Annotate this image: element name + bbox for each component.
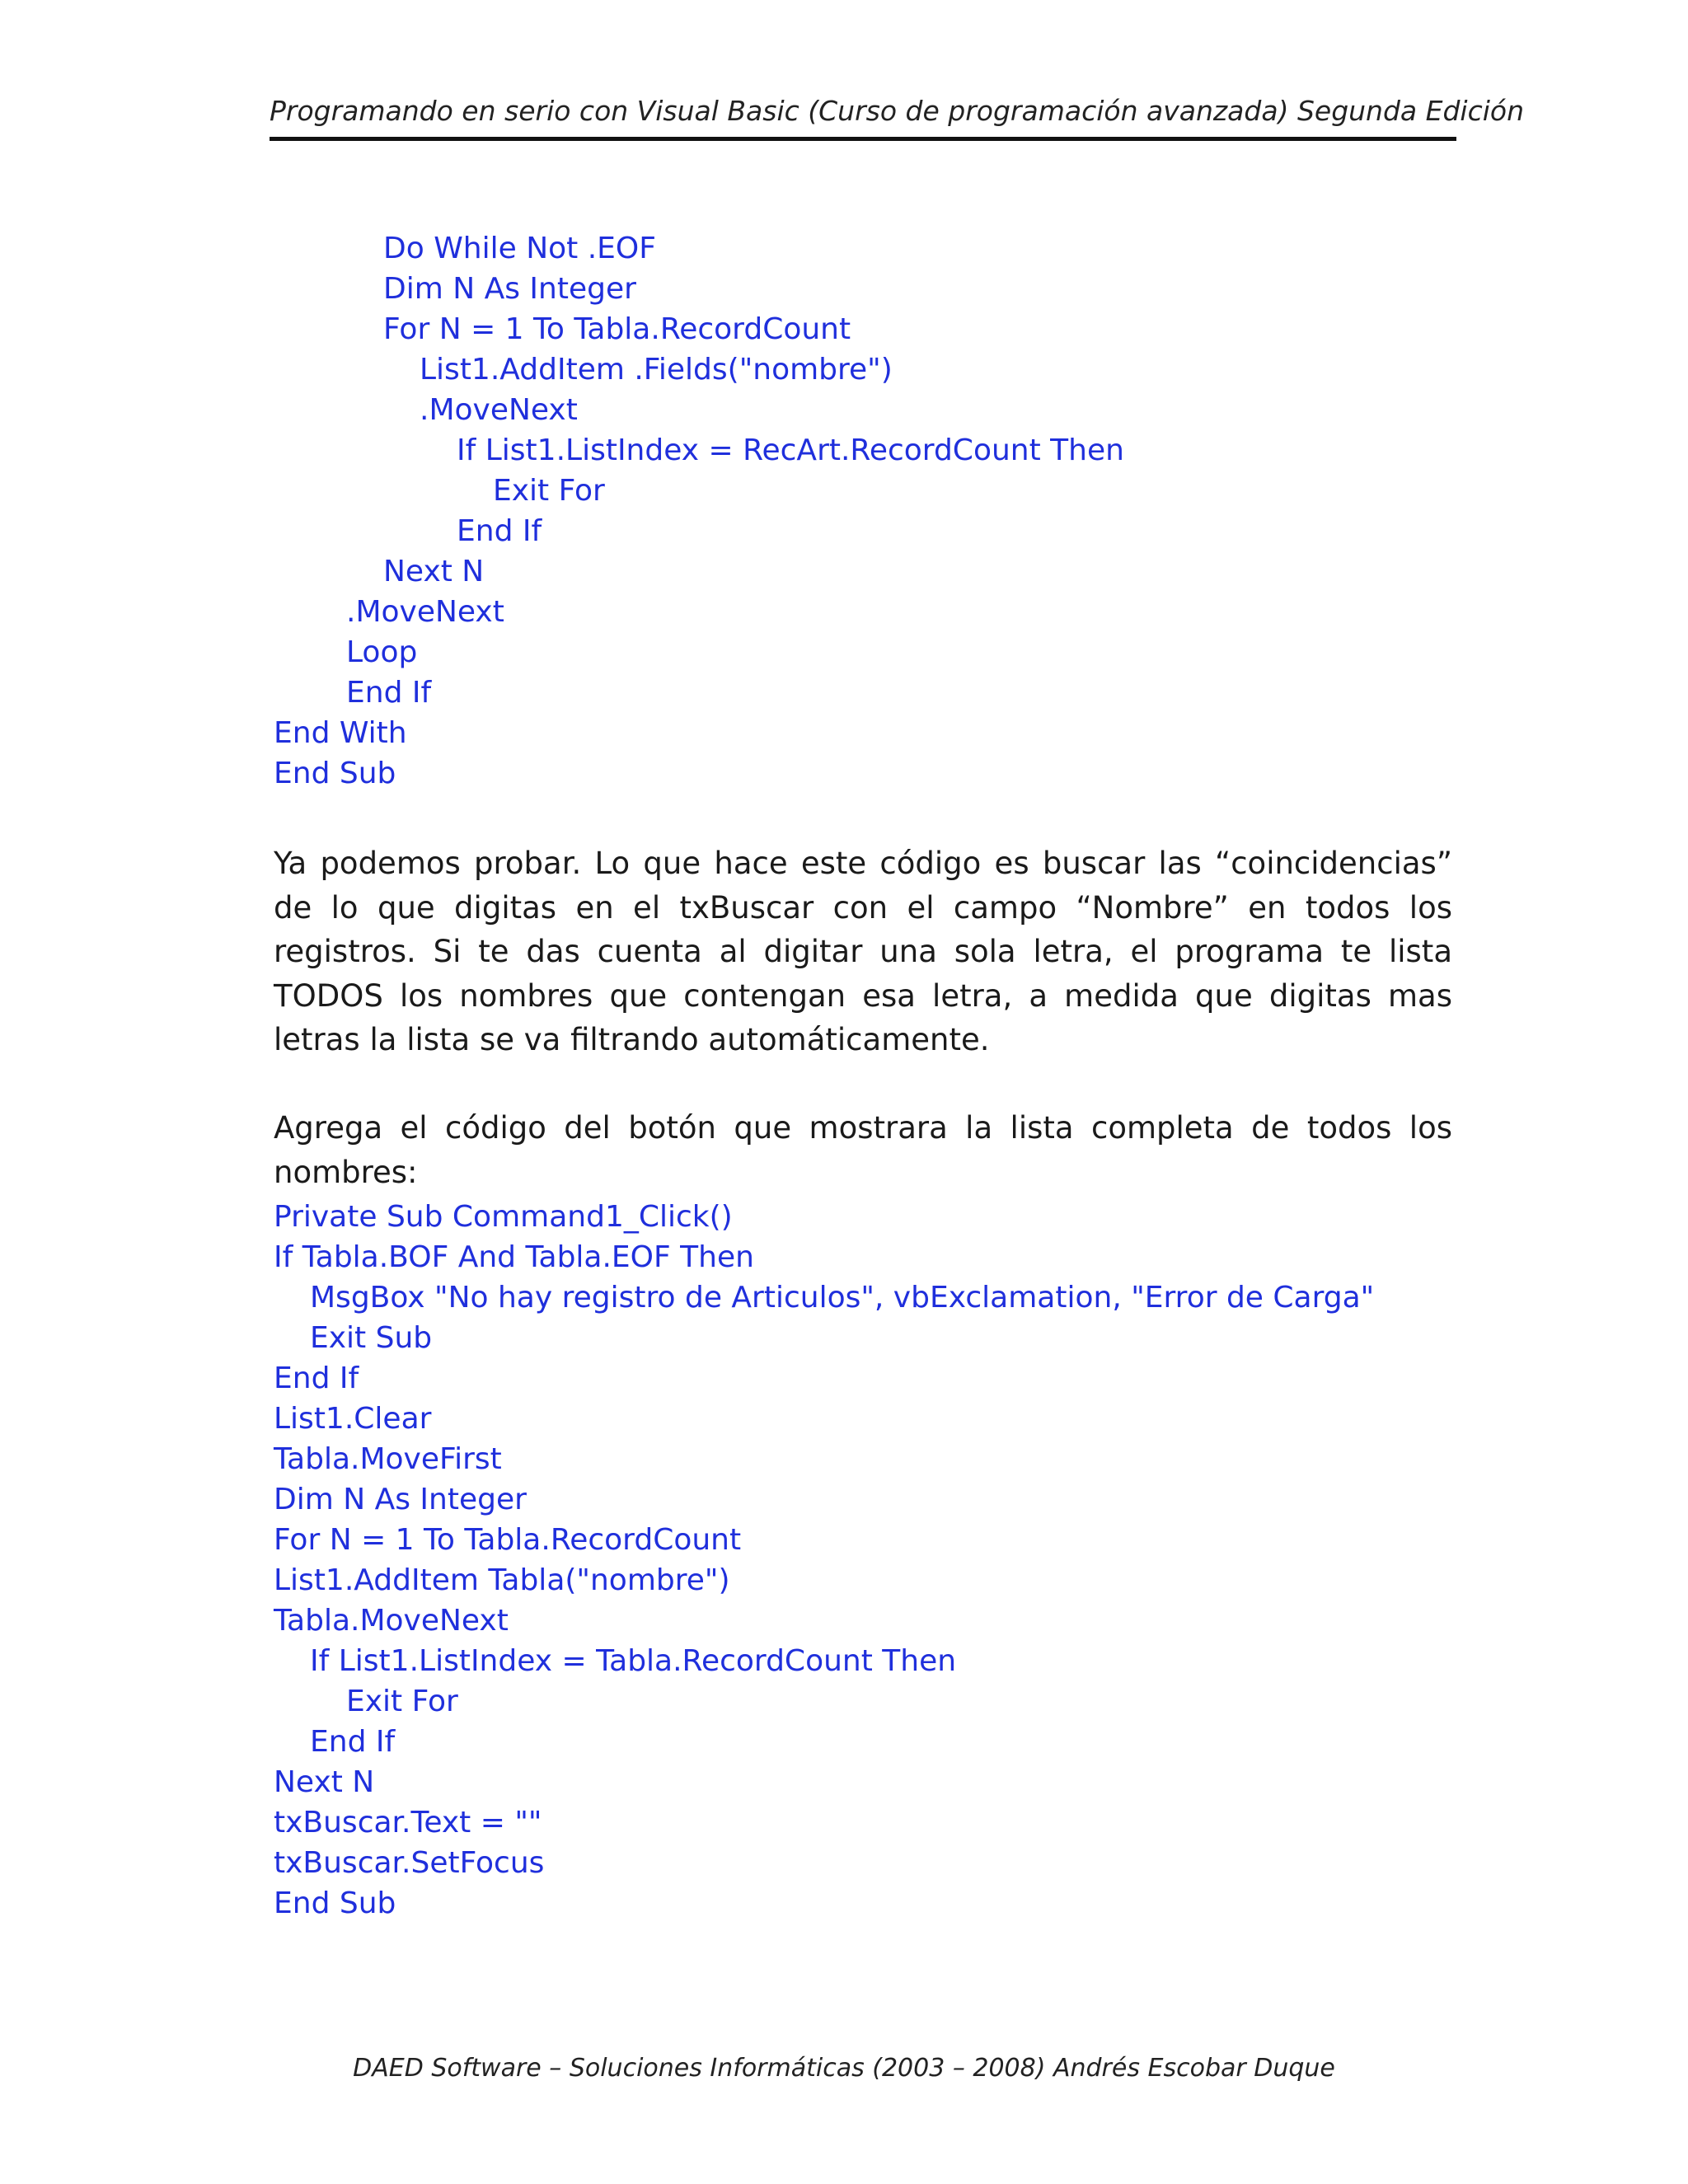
code-line: Dim N As Integer (274, 1483, 527, 1516)
code-line: .MoveNext (420, 393, 578, 427)
code-line: List1.AddItem .Fields("nombre") (420, 353, 893, 387)
code-line: For N = 1 To Tabla.RecordCount (274, 1523, 742, 1557)
code-line: Exit Sub (310, 1321, 433, 1355)
paragraph-explanation: Ya podemos probar. Lo que hace este código es buscar las “coincidencias” de lo que digitas en el txBuscar con el campo “Nombre” en todos los registros. Si te das cuenta al digitar una sola letra, el programa te lista TODOS los nombres que contengan esa letra, a medida que digitas mas letras la lista se va filtrando automáticamente. (274, 846, 1452, 1057)
code-line: End If (346, 676, 432, 710)
code-line: MsgBox "No hay registro de Articulos", vbExclamation, "Error de Carga" (310, 1281, 1375, 1315)
code-line: Private Sub Command1_Click() (274, 1200, 733, 1234)
code-line: Tabla.MoveFirst (274, 1442, 502, 1476)
code-line: Next N (383, 555, 485, 588)
code-line: End If (274, 1361, 359, 1395)
code-line: Exit For (493, 474, 605, 508)
code-line: Do While Not .EOF (383, 232, 656, 265)
code-block-2 (274, 1197, 1374, 1924)
code-block-1 (274, 228, 1124, 794)
code-line: Exit For (346, 1685, 458, 1718)
code-line: List1.Clear (274, 1402, 432, 1436)
code-line: List1.AddItem Tabla("nombre") (274, 1563, 730, 1597)
code-line: txBuscar.Text = "" (274, 1806, 542, 1840)
code-line: Tabla.MoveNext (274, 1604, 509, 1638)
code-line: txBuscar.SetFocus (274, 1846, 545, 1880)
code-line: Next N (274, 1765, 375, 1799)
header-title: Programando en serio con Visual Basic (Curso de programación avanzada) Segunda Edición (270, 95, 1525, 127)
code-line: End Sub (274, 1886, 396, 1920)
code-line: If Tabla.BOF And Tabla.EOF Then (274, 1240, 754, 1274)
page-footer: DAED Software – Soluciones Informáticas (2003 – 2008) Andrés Escobar Duque (353, 2054, 1335, 2083)
code-line: Loop (346, 635, 418, 669)
code-line: End Sub (274, 757, 396, 790)
code-line: If List1.ListIndex = Tabla.RecordCount Then (310, 1644, 957, 1678)
code-line: Dim N As Integer (383, 272, 636, 306)
code-line: .MoveNext (346, 595, 504, 629)
code-line: End If (457, 514, 542, 548)
code-line: End With (274, 716, 407, 750)
code-line: For N = 1 To Tabla.RecordCount (383, 312, 851, 346)
code-line: End If (310, 1725, 396, 1759)
page-header (270, 92, 1525, 141)
paragraph-instruction: Agrega el código del botón que mostrara la lista completa de todos los nombres: (274, 1110, 1452, 1190)
code-line: If List1.ListIndex = RecArt.RecordCount Then (457, 434, 1124, 467)
